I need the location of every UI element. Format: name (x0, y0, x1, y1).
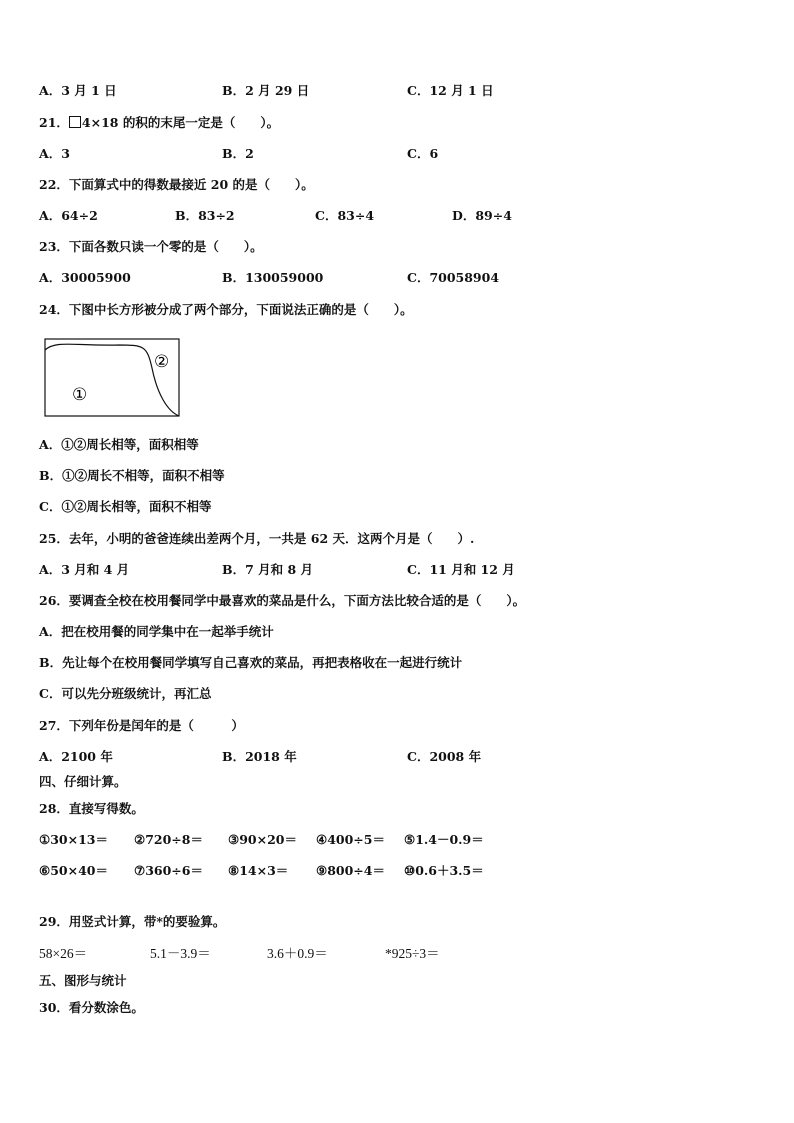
q21-option-c[interactable]: C．6 (407, 146, 439, 161)
q22-option-b[interactable]: B．83÷2 (175, 208, 235, 223)
q25-stem: 25．去年，小明的爸爸连续出差两个月，一共是 62 天．这两个月是（ ）. (39, 531, 475, 546)
q27-stem: 27．下列年份是闰年的是（ ） (39, 718, 244, 733)
section-4-heading: 四、仔细计算。 (39, 774, 127, 789)
q22-stem: 22．下面算式中的得数最接近 20 的是（ ）。 (39, 177, 314, 192)
q25-option-c[interactable]: C．11 月和 12 月 (407, 562, 515, 577)
q28-item-8: ⑧14×3＝ (228, 863, 289, 878)
rectangle-outline (45, 339, 179, 416)
q25-option-a[interactable]: A．3 月和 4 月 (39, 562, 130, 577)
q28-item-1: ①30×13＝ (39, 832, 108, 847)
q21-stem (39, 115, 279, 131)
q28-stem: 28．直接写得数。 (39, 801, 144, 816)
section-5-heading: 五、图形与统计 (39, 973, 127, 988)
q21-text: 4×18 的积的末尾一定是（ ）。 (81, 115, 280, 130)
region-2-label: ② (154, 352, 170, 372)
q24-rectangle-figure (44, 338, 182, 418)
q26-option-b[interactable]: B．先让每个在校用餐同学填写自己喜欢的菜品，再把表格收在一起进行统计 (39, 655, 463, 670)
q29-item-1: 58×26＝ (39, 946, 88, 961)
q28-item-9: ⑨800÷4＝ (316, 863, 385, 878)
q25-option-b[interactable]: B．7 月和 8 月 (222, 562, 314, 577)
q30-stem: 30．看分数涂色。 (39, 1000, 144, 1015)
q28-item-4: ④400÷5＝ (316, 832, 385, 847)
q28-item-2: ②720÷8＝ (134, 832, 203, 847)
q28-item-5: ⑤1.4－0.9＝ (404, 832, 484, 847)
q29-item-4: *925÷3＝ (385, 946, 440, 961)
q20-option-b[interactable]: B．2 月 29 日 (222, 83, 310, 98)
q24-option-a[interactable]: A．①②周长相等，面积相等 (39, 437, 199, 452)
q28-item-10: ⑩0.6＋3.5＝ (404, 863, 484, 878)
q24-stem: 24．下图中长方形被分成了两个部分，下面说法正确的是（ ）。 (39, 302, 413, 317)
q29-stem: 29．用竖式计算，带*的要验算。 (39, 914, 226, 929)
q26-option-a[interactable]: A．把在校用餐的同学集中在一起举手统计 (39, 624, 274, 639)
q28-item-6: ⑥50×40＝ (39, 863, 108, 878)
q29-item-3: 3.6＋0.9＝ (267, 946, 328, 961)
q28-item-3: ③90×20＝ (228, 832, 297, 847)
q22-option-a[interactable]: A．64÷2 (39, 208, 98, 223)
q27-option-a[interactable]: A．2100 年 (39, 749, 113, 764)
q27-option-b[interactable]: B．2018 年 (222, 749, 297, 764)
q23-stem: 23．下面各数只读一个零的是（ ）。 (39, 239, 263, 254)
q27-option-c[interactable]: C．2008 年 (407, 749, 482, 764)
q28-item-7: ⑦360÷6＝ (134, 863, 203, 878)
q21-number: 21． (39, 115, 69, 130)
q21-option-b[interactable]: B．2 (222, 146, 254, 161)
q24-option-b[interactable]: B．①②周长不相等，面积不相等 (39, 468, 225, 483)
region-1-label: ① (72, 385, 88, 405)
q22-option-c[interactable]: C．83÷4 (315, 208, 375, 223)
q29-item-2: 5.1－3.9＝ (150, 946, 211, 961)
q26-option-c[interactable]: C．可以先分班级统计，再汇总 (39, 686, 212, 701)
q20-option-c[interactable]: C．12 月 1 日 (407, 83, 494, 98)
q23-option-b[interactable]: B．130059000 (222, 270, 324, 285)
q24-option-c[interactable]: C．①②周长相等，面积不相等 (39, 499, 212, 514)
q22-option-d[interactable]: D．89÷4 (452, 208, 512, 223)
q26-stem: 26．要调查全校在校用餐同学中最喜欢的菜品是什么，下面方法比较合适的是（ ）。 (39, 593, 526, 608)
q21-option-a[interactable]: A．3 (39, 146, 70, 161)
q23-option-a[interactable]: A．30005900 (39, 270, 131, 285)
q23-option-c[interactable]: C．70058904 (407, 270, 500, 285)
blank-box-icon (69, 116, 81, 128)
q20-option-a[interactable]: A．3 月 1 日 (39, 83, 117, 98)
